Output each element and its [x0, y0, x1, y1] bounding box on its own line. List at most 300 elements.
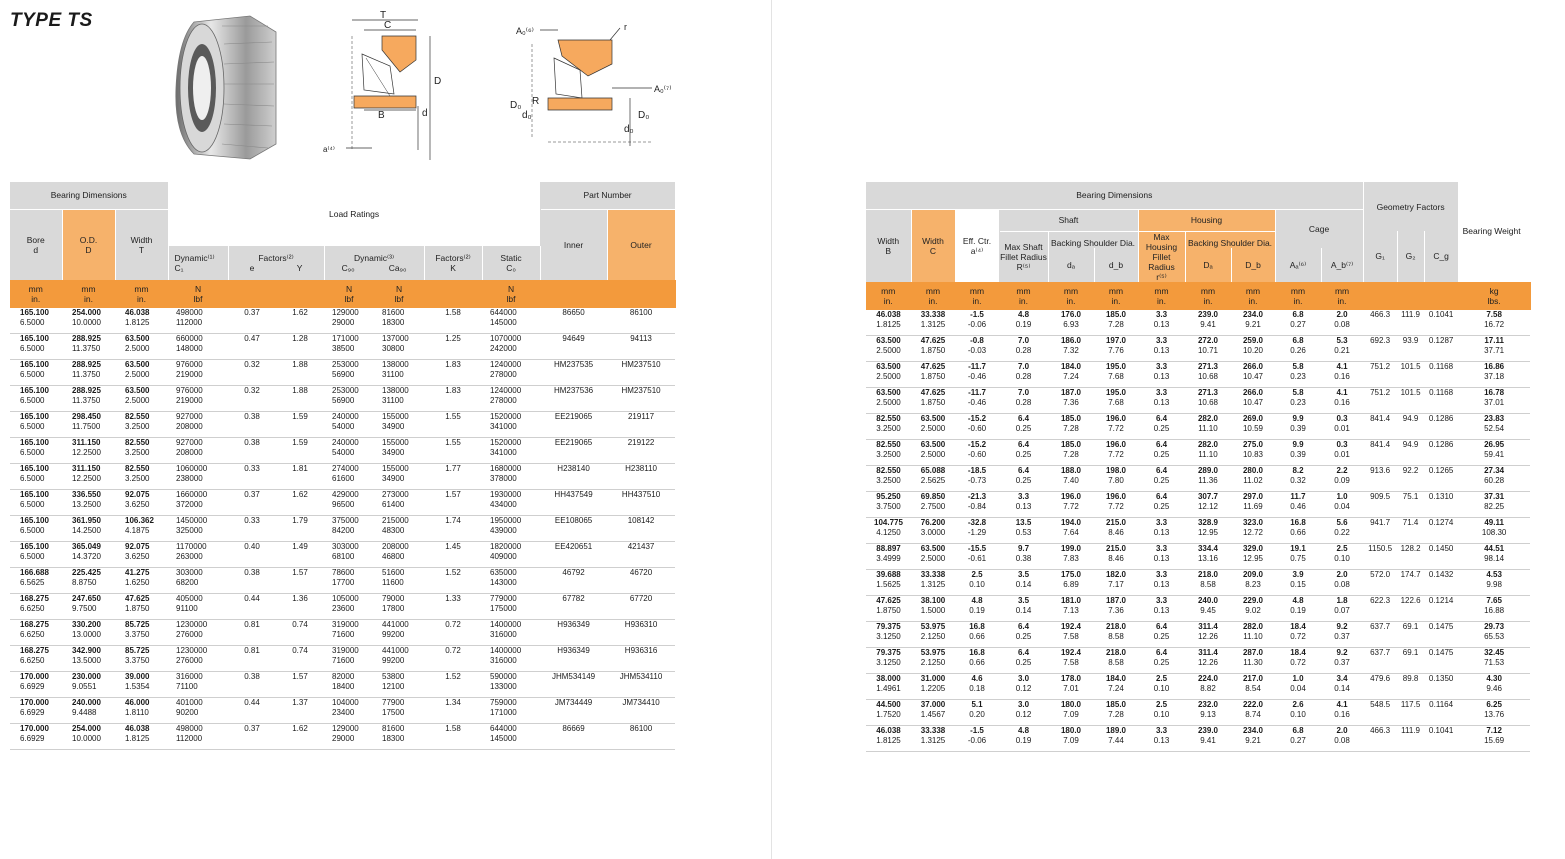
table-cell: 101.5 [1397, 361, 1424, 387]
table-cell: 1060000 238000 [168, 464, 228, 490]
table-cell: 0.74 [276, 646, 324, 672]
table-cell: 77900 17500 [374, 698, 424, 724]
table-cell: 46.038 1.8125 [866, 725, 911, 751]
table-cell: 82.550 3.2500 [866, 439, 911, 465]
table-cell: 224.0 8.82 [1185, 673, 1231, 699]
table-row [10, 620, 675, 646]
table-row [866, 413, 1530, 439]
col-outer: Outer [607, 209, 675, 280]
table-cell: 185.0 7.28 [1094, 699, 1138, 725]
page-divider [771, 0, 772, 859]
table-cell: 841.4 [1363, 439, 1397, 465]
table-cell: 280.0 11.02 [1231, 465, 1275, 491]
table-cell: 219117 [607, 412, 675, 438]
table-cell: 0.44 [228, 594, 276, 620]
table-cell: -18.5 -0.73 [955, 465, 999, 491]
unit-cell: kg lbs. [1458, 282, 1530, 310]
unit-cell: mm in. [1321, 282, 1363, 310]
table-cell: 1.62 [276, 490, 324, 516]
table-cell: 282.0 11.10 [1185, 413, 1231, 439]
table-cell: 2.0 0.08 [1321, 569, 1363, 595]
table-cell: EE219065 [540, 412, 607, 438]
table-cell: HM237510 [607, 360, 675, 386]
table-cell: 29.73 65.53 [1458, 621, 1530, 647]
table-cell: 375000 84200 [324, 516, 374, 542]
table-cell: 0.1214 [1424, 595, 1458, 621]
table-cell: 165.100 6.5000 [10, 334, 62, 360]
table-cell: 26.95 59.41 [1458, 439, 1530, 465]
table-cell: 7.12 15.69 [1458, 725, 1530, 751]
table-cell: 67720 [607, 594, 675, 620]
table-cell: 6.4 0.25 [1138, 413, 1185, 439]
table-cell: 168.275 6.6250 [10, 620, 62, 646]
table-row [10, 412, 675, 438]
col-db: d_b [1094, 248, 1138, 282]
group-shaft: Shaft [999, 209, 1138, 231]
table-row [866, 491, 1530, 517]
table-cell: 86100 [607, 724, 675, 750]
table-cell: 41.275 1.6250 [115, 568, 168, 594]
table-cell: 1170000 263000 [168, 542, 228, 568]
table-cell: 46.038 1.8125 [115, 724, 168, 750]
table-cell: 6.4 0.25 [1138, 439, 1185, 465]
table-cell: 0.1350 [1424, 673, 1458, 699]
unit-cell: mm in. [10, 280, 62, 308]
table-cell: 9.9 0.39 [1275, 439, 1321, 465]
table-cell: 185.0 7.28 [1094, 310, 1138, 336]
table-cell: 39.688 1.5625 [866, 569, 911, 595]
diagram-label: B [378, 110, 385, 121]
table-cell: 17.11 37.71 [1458, 335, 1530, 361]
table-cell: 5.3 0.21 [1321, 335, 1363, 361]
table-cell: 1.88 [276, 360, 324, 386]
table-cell: 1.57 [276, 672, 324, 698]
table-cell: 259.0 10.20 [1231, 335, 1275, 361]
units-row [866, 282, 1530, 310]
table-cell: 180.0 7.09 [1048, 699, 1094, 725]
table-cell: 232.0 9.13 [1185, 699, 1231, 725]
table-row [866, 569, 1530, 595]
table-cell: 197.0 7.76 [1094, 335, 1138, 361]
col-inner: Inner [540, 209, 607, 280]
table-cell: 9.7 0.38 [999, 543, 1048, 569]
table-cell: 5.8 0.23 [1275, 387, 1321, 413]
table-cell: 635000 143000 [482, 568, 540, 594]
table-cell: 196.0 7.72 [1048, 491, 1094, 517]
table-cell: 841.4 [1363, 413, 1397, 439]
table-cell: 751.2 [1363, 387, 1397, 413]
table-cell: 47.625 1.8750 [115, 594, 168, 620]
table-row [866, 725, 1530, 751]
unit-cell: N lbf [168, 280, 228, 308]
table-row [10, 646, 675, 672]
table-cell: 0.1041 [1424, 725, 1458, 751]
table-cell: 692.3 [1363, 335, 1397, 361]
table-cell: 1.58 [424, 724, 482, 750]
table-cell: 7.65 16.88 [1458, 595, 1530, 621]
table-cell: 0.1274 [1424, 517, 1458, 543]
table-cell: 0.1164 [1424, 699, 1458, 725]
diagram-label: C [384, 20, 392, 31]
table-cell: 1.59 [276, 412, 324, 438]
table-cell: 0.1432 [1424, 569, 1458, 595]
table-row [866, 699, 1530, 725]
table-cell: 271.3 10.68 [1185, 387, 1231, 413]
table-cell: 82.550 3.2500 [866, 413, 911, 439]
table-cell: 6.4 0.25 [1138, 647, 1185, 673]
table-cell: 3.3 0.13 [1138, 335, 1185, 361]
table-cell: 0.33 [228, 464, 276, 490]
table-cell: 215.0 8.46 [1094, 517, 1138, 543]
table-cell: 1450000 325000 [168, 516, 228, 542]
table-cell: 1.83 [424, 386, 482, 412]
table-cell: 192.4 7.58 [1048, 621, 1094, 647]
table-cell: 3.3 0.13 [999, 491, 1048, 517]
table-cell: 2.2 0.09 [1321, 465, 1363, 491]
diagram-label: A₀⁽⁷⁾ [654, 84, 672, 94]
table-cell: 0.81 [228, 620, 276, 646]
table-cell: 138000 31100 [374, 360, 424, 386]
table-cell: 199.0 7.83 [1048, 543, 1094, 569]
table-cell: 101.5 [1397, 387, 1424, 413]
table-cell: 272.0 10.71 [1185, 335, 1231, 361]
diagram-label: R [532, 96, 540, 107]
table-cell: 976000 219000 [168, 360, 228, 386]
table-row [10, 698, 675, 724]
table-cell: 63.500 2.5000 [115, 386, 168, 412]
table-cell: 218.0 8.58 [1094, 621, 1138, 647]
table-cell: 0.38 [228, 568, 276, 594]
table-cell: 1.37 [276, 698, 324, 724]
group-part-number: Part Number [540, 182, 675, 209]
col-g2: G₂ [1397, 231, 1424, 282]
table-cell: 19.1 0.75 [1275, 543, 1321, 569]
table-cell: 111.9 [1397, 725, 1424, 751]
table-cell: 466.3 [1363, 310, 1397, 336]
col-g1: G₁ [1363, 231, 1397, 282]
table-cell: 4.1 0.16 [1321, 361, 1363, 387]
bearing-section-diagram [320, 10, 450, 160]
table-cell: 365.049 14.3720 [62, 542, 115, 568]
table-cell: 170.000 6.6929 [10, 672, 62, 698]
table-cell: 644000 145000 [482, 308, 540, 334]
table-cell: 196.0 7.72 [1094, 413, 1138, 439]
table-cell: 81600 18300 [374, 724, 424, 750]
table-cell: 976000 219000 [168, 386, 228, 412]
table-cell: 165.100 6.5000 [10, 412, 62, 438]
table-row [866, 647, 1530, 673]
table-cell: JHM534110 [607, 672, 675, 698]
col-backing-shaft: Backing Shoulder Dia. [1048, 231, 1138, 248]
table-cell: 3.3 0.13 [1138, 361, 1185, 387]
table-cell: 16.78 37.01 [1458, 387, 1530, 413]
table-cell: 47.625 1.8750 [911, 387, 955, 413]
table-cell: 311.150 12.2500 [62, 464, 115, 490]
table-cell: 274000 61600 [324, 464, 374, 490]
table-cell: 46.000 1.8110 [115, 698, 168, 724]
table-cell: 909.5 [1363, 491, 1397, 517]
table-cell: 3.4 0.14 [1321, 673, 1363, 699]
table-cell: HH437549 [540, 490, 607, 516]
col-static: Static C₀ [482, 246, 540, 280]
table-cell: 229.0 9.02 [1231, 595, 1275, 621]
table-cell: 273000 61400 [374, 490, 424, 516]
table-cell: 0.1475 [1424, 621, 1458, 647]
unit-cell [424, 280, 482, 308]
table-cell: 1520000 341000 [482, 412, 540, 438]
table-row [866, 310, 1530, 336]
left-data-table [10, 182, 676, 750]
table-cell: 1.25 [424, 334, 482, 360]
table-cell: 192.4 7.58 [1048, 647, 1094, 673]
table-cell: 155000 34900 [374, 438, 424, 464]
table-cell: 92.2 [1397, 465, 1424, 491]
table-cell: 2.5 0.10 [1321, 543, 1363, 569]
table-cell: 7.0 0.28 [999, 387, 1048, 413]
table-cell: 63.500 2.5000 [115, 334, 168, 360]
table-cell: H936316 [607, 646, 675, 672]
table-cell: 129000 29000 [324, 724, 374, 750]
table-row [10, 490, 675, 516]
table-cell: 47.625 1.8750 [911, 361, 955, 387]
table-cell: 79.375 3.1250 [866, 647, 911, 673]
table-cell: 1.57 [276, 568, 324, 594]
unit-cell: mm in. [866, 282, 911, 310]
table-cell: 479.6 [1363, 673, 1397, 699]
table-cell: 1.57 [424, 490, 482, 516]
table-cell: 6.4 0.25 [999, 647, 1048, 673]
table-cell: 85.725 3.3750 [115, 646, 168, 672]
table-cell: 4.8 0.19 [999, 725, 1048, 751]
table-cell: 660000 148000 [168, 334, 228, 360]
table-cell: EE108065 [540, 516, 607, 542]
table-row [10, 568, 675, 594]
col-dynamic1: Dynamic⁽¹⁾ C₁ [168, 246, 228, 280]
table-cell: 44.500 1.7520 [866, 699, 911, 725]
table-row [866, 387, 1530, 413]
table-cell: 240.000 9.4488 [62, 698, 115, 724]
table-cell: 165.100 6.5000 [10, 438, 62, 464]
diagram-label: A₀⁽⁶⁾ [516, 26, 534, 36]
table-cell: 323.0 12.72 [1231, 517, 1275, 543]
table-cell: 5.8 0.23 [1275, 361, 1321, 387]
table-cell: 195.0 7.68 [1094, 387, 1138, 413]
table-cell: 6.4 0.25 [1138, 491, 1185, 517]
col-max-housing-radius: Max Housing Fillet Radius r⁽⁵⁾ [1138, 231, 1185, 282]
page-title: TYPE TS [10, 10, 93, 31]
table-cell: 46792 [540, 568, 607, 594]
table-cell: 13.5 0.53 [999, 517, 1048, 543]
table-cell: 1230000 276000 [168, 620, 228, 646]
table-cell: 1.81 [276, 464, 324, 490]
table-cell: 95.250 3.7500 [866, 491, 911, 517]
table-cell: 86650 [540, 308, 607, 334]
table-cell: 5.1 0.20 [955, 699, 999, 725]
col-factors-a: Factors⁽²⁾ e Y [228, 246, 324, 280]
table-cell: 46720 [607, 568, 675, 594]
table-cell: 33.338 1.3125 [911, 725, 955, 751]
unit-cell [276, 280, 324, 308]
table-cell: 311.4 12.26 [1185, 647, 1231, 673]
table-cell: 198.0 7.80 [1094, 465, 1138, 491]
table-cell: 336.550 13.2500 [62, 490, 115, 516]
table-cell: HH437510 [607, 490, 675, 516]
table-cell: 63.500 2.5000 [911, 543, 955, 569]
table-cell: 63.500 2.5000 [866, 361, 911, 387]
table-cell: 4.53 9.98 [1458, 569, 1530, 595]
table-cell: 361.950 14.2500 [62, 516, 115, 542]
table-cell: 1.83 [424, 360, 482, 386]
table-cell: 117.5 [1397, 699, 1424, 725]
table-cell: 1.52 [424, 568, 482, 594]
table-cell: 329.0 12.95 [1231, 543, 1275, 569]
table-row [866, 673, 1530, 699]
table-cell: 1.62 [276, 308, 324, 334]
table-cell: 180.0 7.09 [1048, 725, 1094, 751]
table-cell: 0.33 [228, 516, 276, 542]
table-cell: 217.0 8.54 [1231, 673, 1275, 699]
table-cell: 1070000 242000 [482, 334, 540, 360]
right-data-table [866, 182, 1531, 752]
table-cell: 16.8 0.66 [1275, 517, 1321, 543]
diagram-label: r [624, 22, 627, 32]
table-cell: 2.5 0.10 [1138, 699, 1185, 725]
table-cell: 0.1265 [1424, 465, 1458, 491]
table-cell: 1240000 278000 [482, 386, 540, 412]
table-cell: 165.100 6.5000 [10, 360, 62, 386]
table-cell: 86669 [540, 724, 607, 750]
table-cell: 38.000 1.4961 [866, 673, 911, 699]
table-cell: 0.1168 [1424, 387, 1458, 413]
table-cell: 165.100 6.5000 [10, 386, 62, 412]
table-cell: 39.000 1.5354 [115, 672, 168, 698]
table-cell: 239.0 9.41 [1185, 310, 1231, 336]
table-cell: 253000 56900 [324, 360, 374, 386]
table-cell: 289.0 11.36 [1185, 465, 1231, 491]
unit-cell: mm in. [1138, 282, 1185, 310]
table-cell: 3.3 0.13 [1138, 543, 1185, 569]
table-cell: -15.5 -0.61 [955, 543, 999, 569]
table-cell: 7.0 0.28 [999, 335, 1048, 361]
table-cell: 239.0 9.41 [1185, 725, 1231, 751]
col-bore: Bore d [10, 209, 62, 280]
table-cell: 0.1475 [1424, 647, 1458, 673]
table-cell: 171000 38500 [324, 334, 374, 360]
diagram-label: d₀ [624, 124, 634, 135]
table-cell: 3.9 0.15 [1275, 569, 1321, 595]
unit-cell: mm in. [999, 282, 1048, 310]
table-cell: 254.000 10.0000 [62, 308, 115, 334]
table-cell: 79000 17800 [374, 594, 424, 620]
diagram-label: d [422, 108, 428, 119]
table-cell: 82.550 3.2500 [115, 412, 168, 438]
table-cell: 429000 96500 [324, 490, 374, 516]
table-cell: 3.3 0.13 [1138, 595, 1185, 621]
table-cell: 104.775 4.1250 [866, 517, 911, 543]
table-cell: 297.0 11.69 [1231, 491, 1275, 517]
table-cell: 342.900 13.5000 [62, 646, 115, 672]
table-cell: 234.0 9.21 [1231, 310, 1275, 336]
table-cell: 0.1450 [1424, 543, 1458, 569]
table-cell: 69.1 [1397, 647, 1424, 673]
table-cell: 155000 34900 [374, 412, 424, 438]
table-cell: 1150.5 [1363, 543, 1397, 569]
table-row [10, 672, 675, 698]
table-cell: -15.2 -0.60 [955, 413, 999, 439]
table-cell: 94.9 [1397, 413, 1424, 439]
unit-cell: mm in. [115, 280, 168, 308]
table-cell: 7.0 0.28 [999, 361, 1048, 387]
group-geometry-factors: Geometry Factors [1363, 182, 1458, 231]
table-cell: 1.52 [424, 672, 482, 698]
table-cell: 32.45 71.53 [1458, 647, 1530, 673]
table-cell: 46.038 1.8125 [115, 308, 168, 334]
table-cell: 266.0 10.47 [1231, 387, 1275, 413]
table-cell: 4.8 0.19 [999, 310, 1048, 336]
table-cell: 6.8 0.27 [1275, 310, 1321, 336]
table-cell: 4.1 0.16 [1321, 699, 1363, 725]
table-cell: 311.4 12.26 [1185, 621, 1231, 647]
table-row [10, 438, 675, 464]
table-cell: 49.11 108.30 [1458, 517, 1530, 543]
table-cell: 282.0 11.10 [1185, 439, 1231, 465]
table-row [10, 516, 675, 542]
table-cell: 174.7 [1397, 569, 1424, 595]
bearing-photo-icon [172, 14, 284, 164]
table-cell: 1.55 [424, 412, 482, 438]
table-cell: 0.72 [424, 646, 482, 672]
table-cell: 53.975 2.1250 [911, 621, 955, 647]
col-bearing-weight: Bearing Weight [1458, 182, 1530, 282]
table-cell: 0.81 [228, 646, 276, 672]
table-cell: 1820000 409000 [482, 542, 540, 568]
table-cell: 79.375 3.1250 [866, 621, 911, 647]
table-row [10, 724, 675, 750]
col-width: Width T [115, 209, 168, 280]
table-cell: 94649 [540, 334, 607, 360]
table-cell: 3.5 0.14 [999, 595, 1048, 621]
table-cell: 165.100 6.5000 [10, 490, 62, 516]
table-cell: 94113 [607, 334, 675, 360]
table-cell: 1400000 316000 [482, 620, 540, 646]
group-load-ratings: Load Ratings [168, 182, 540, 246]
table-cell: 16.8 0.66 [955, 621, 999, 647]
table-cell: 0.32 [228, 386, 276, 412]
table-cell: 129000 29000 [324, 308, 374, 334]
table-cell: 405000 91100 [168, 594, 228, 620]
table-cell: 46.038 1.8125 [866, 310, 911, 336]
table-cell: 6.25 13.76 [1458, 699, 1530, 725]
col-da: dₐ [1048, 248, 1094, 282]
table-cell: 6.8 0.27 [1275, 725, 1321, 751]
table-cell: 0.1286 [1424, 439, 1458, 465]
table-cell: 3.3 0.13 [1138, 725, 1185, 751]
unit-cell: N lbf [324, 280, 374, 308]
unit-cell: mm in. [1048, 282, 1094, 310]
table-cell: 590000 133000 [482, 672, 540, 698]
table-cell: 63.500 2.5000 [911, 413, 955, 439]
table-cell: 63.500 2.5000 [866, 387, 911, 413]
table-cell: 185.0 7.28 [1048, 439, 1094, 465]
table-row [866, 621, 1530, 647]
unit-cell: N lbf [374, 280, 424, 308]
table-cell: 106.362 4.1875 [115, 516, 168, 542]
table-cell: 637.7 [1363, 647, 1397, 673]
table-cell: 175.0 6.89 [1048, 569, 1094, 595]
table-cell: 637.7 [1363, 621, 1397, 647]
table-cell: -1.5 -0.06 [955, 725, 999, 751]
table-cell: 319000 71600 [324, 646, 374, 672]
